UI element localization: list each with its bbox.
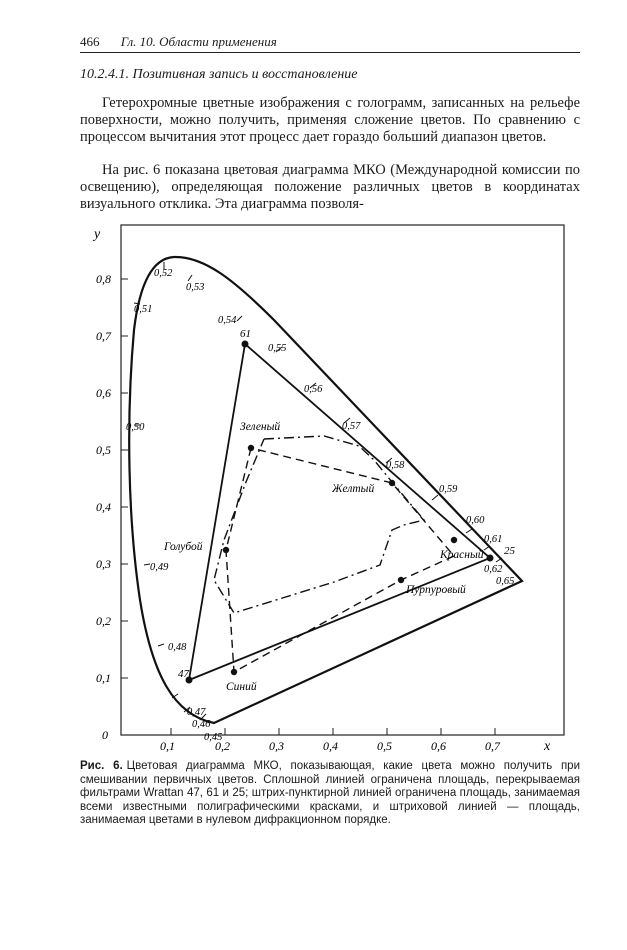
label-yellow: Желтый <box>332 483 375 495</box>
locus-label: 0,53 <box>186 282 205 293</box>
y-ticks <box>121 279 128 678</box>
label-magenta: Пурпуровый <box>406 584 466 596</box>
locus-label: 0,56 <box>304 384 323 395</box>
page-number: 466 <box>80 34 100 49</box>
section-title: 10.2.4.1. Позитивная запись и восстановление <box>80 67 358 82</box>
y-tick-label: 0,4 <box>96 500 111 514</box>
y-tick-label: 0,6 <box>96 386 111 400</box>
locus-label: 0,46 <box>192 719 211 730</box>
x-tick-label: 0,5 <box>377 739 392 753</box>
locus-label: 0,58 <box>386 460 405 471</box>
y-tick-label: 0,1 <box>96 671 111 685</box>
locus-label: 0,49 <box>150 562 169 573</box>
locus-label: 0,59 <box>439 484 458 495</box>
x-tick-label: 0,7 <box>485 739 500 753</box>
y-tick-label: 0,3 <box>96 557 111 571</box>
locus-label: 0,52 <box>154 268 173 279</box>
paragraph-1: Гетерохромные цветные изображения с голограмм, записанных на рельефе поверхности, можно получить, применяя сложение цветов. По сравнению с процессом вычитания этот процесс дает гораздо больший диапазон цветов. <box>80 95 580 145</box>
locus-label: 0,51 <box>134 304 153 315</box>
origin-label: 0 <box>102 728 108 742</box>
x-tick-label: 0,6 <box>431 739 446 753</box>
spectral-locus <box>129 257 522 723</box>
label-green: Зеленый <box>240 421 281 433</box>
locus-label: 0,60 <box>466 515 485 526</box>
locus-label: 0,62 <box>484 564 503 575</box>
caption-label: Рис. 6. <box>80 760 123 772</box>
label-cyan: Голубой <box>164 541 203 553</box>
point-red <box>451 537 457 543</box>
x-axis-label: x <box>544 739 551 754</box>
locus-label: 0,50 <box>126 422 145 433</box>
cie-diagram-figure <box>74 220 574 760</box>
locus-label: 0,55 <box>268 343 287 354</box>
x-tick-label: 0,2 <box>215 739 230 753</box>
y-tick-label: 0,2 <box>96 614 111 628</box>
x-tick-label: 0,4 <box>323 739 338 753</box>
filter-label-61: 61 <box>240 328 251 340</box>
figure-caption <box>80 760 580 828</box>
y-tick-label: 0,8 <box>96 272 111 286</box>
locus-label: 0,45 <box>204 732 223 743</box>
y-tick-label: 0,7 <box>96 329 111 343</box>
running-header <box>80 34 580 53</box>
filter-label-47: 47 <box>178 668 189 680</box>
locus-label: 0,47 <box>187 707 206 718</box>
x-tick-label: 0,1 <box>160 739 175 753</box>
caption-text: Цветовая диаграмма МКО, показывающая, какие цвета можно получить при смешивании первичных цветов. Сплошной линией ограничена площадь, перекрываемая фильтрами Wrattan 47, 61 и 25; штрих-пунктирной линией ограничена площадь, занимаемая всеми известными полиграфическими красками, и штриховой линией — площадь, занимаемая цветами в нулевом дифракционном порядке. <box>80 760 581 826</box>
point-blue <box>231 669 237 675</box>
point-magenta <box>398 577 404 583</box>
x-tick-label: 0,3 <box>269 739 284 753</box>
y-tick-label: 0,5 <box>96 443 111 457</box>
filter-point-25 <box>487 555 494 562</box>
running-title: Гл. 10. Области применения <box>120 34 277 49</box>
locus-label: 0,48 <box>168 642 187 653</box>
filter-label-25: 25 <box>504 545 515 557</box>
zero-order-colors-area <box>226 448 454 672</box>
label-blue: Синий <box>226 681 257 693</box>
filter-point-61 <box>242 341 249 348</box>
paragraph-2: На рис. 6 показана цветовая диаграмма МКО (Международной комиссии по освещению), определяющая положение различных цветов в координатах визуального отклика. Эта диаграмма позволя- <box>80 162 580 212</box>
y-axis-label: y <box>94 227 101 242</box>
label-red: Красный <box>440 549 484 561</box>
locus-label: 0,65 <box>496 576 515 587</box>
locus-label: 0,61 <box>484 534 503 545</box>
point-cyan <box>223 547 229 553</box>
plot-frame <box>121 225 564 735</box>
point-green <box>248 445 254 451</box>
locus-label: 0,57 <box>342 421 361 432</box>
locus-label: 0,54 <box>218 315 237 326</box>
